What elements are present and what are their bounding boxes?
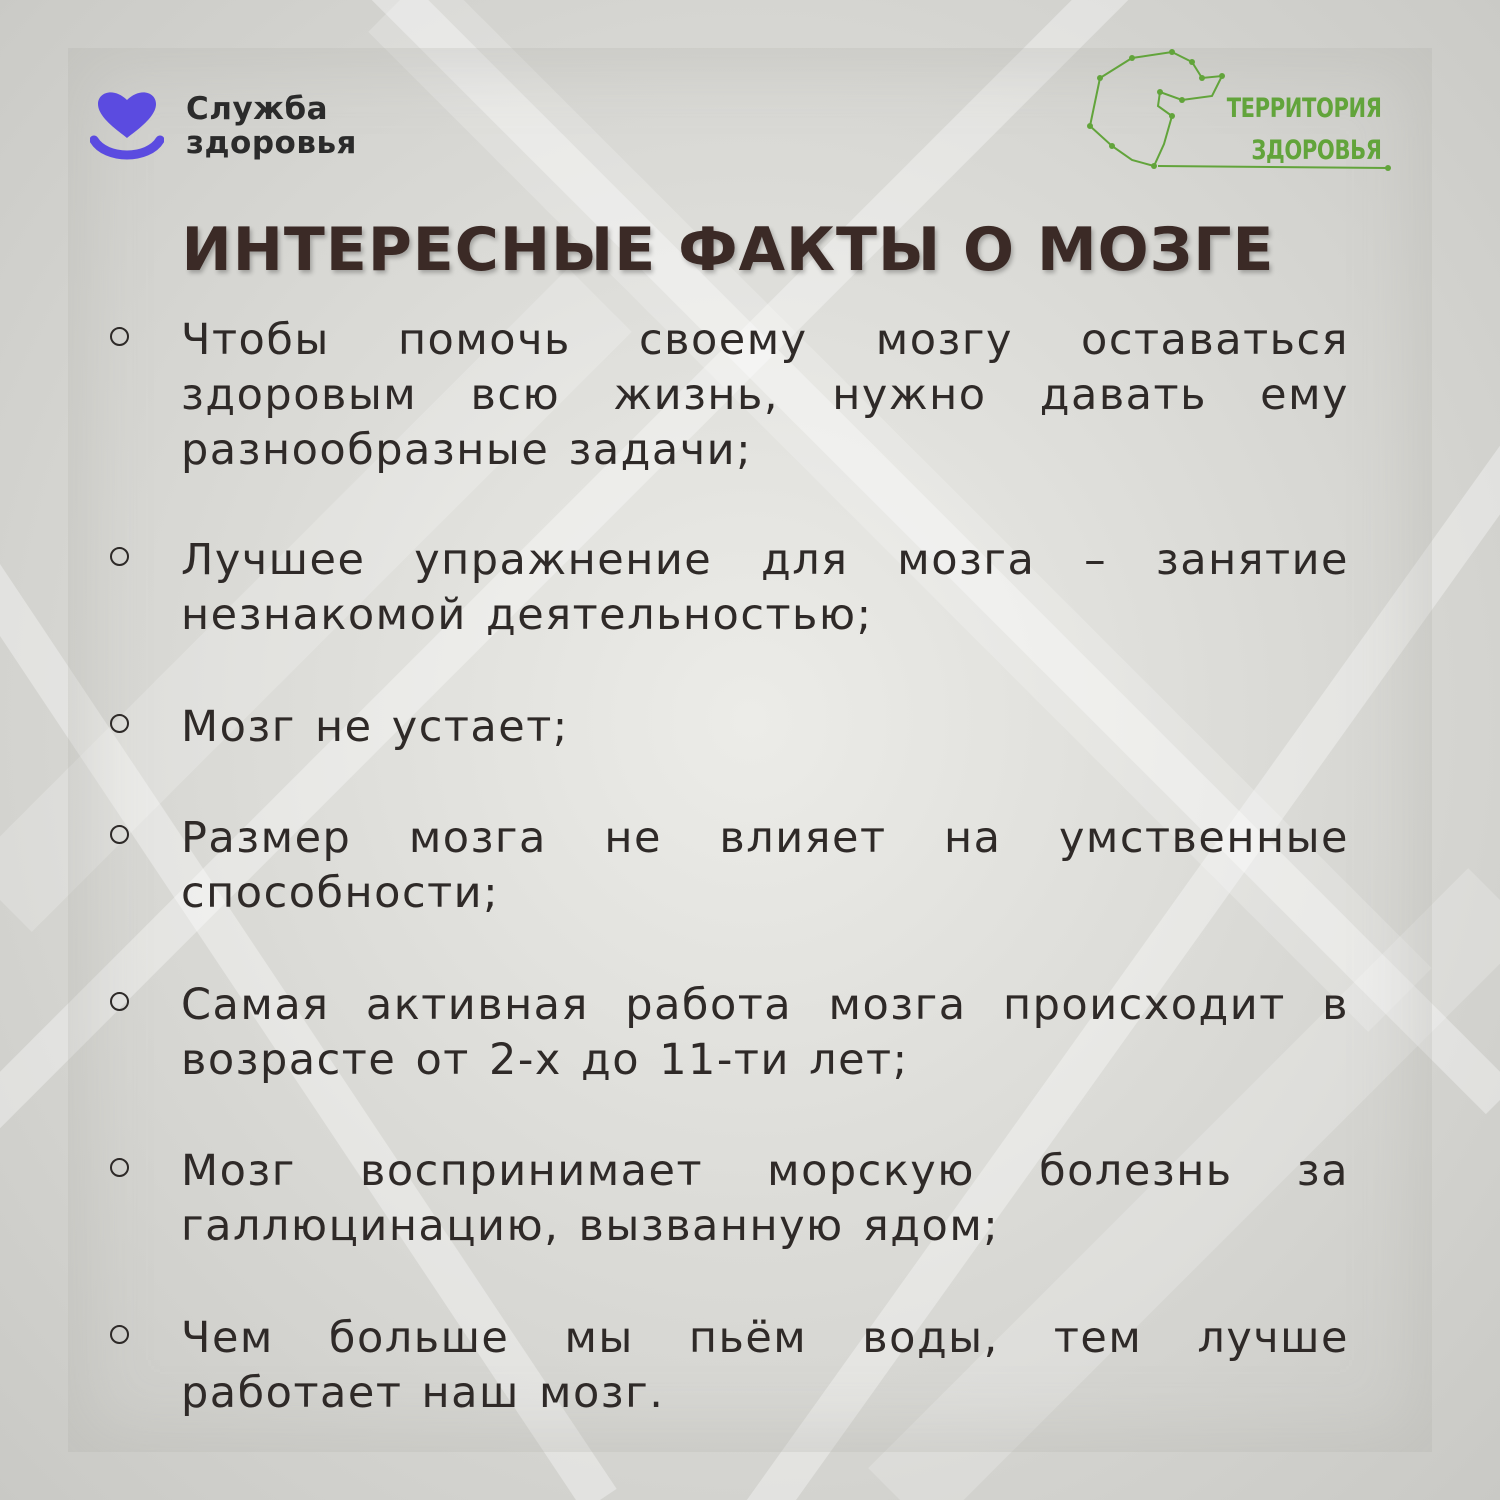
bullet-circle-icon: [110, 327, 129, 346]
bullet-circle-icon: [110, 992, 129, 1011]
fact-text: Размер мозга не влияет на умственные способности;: [181, 813, 1349, 918]
fact-text: Мозг не устает;: [181, 702, 569, 752]
bullet-circle-icon: [110, 547, 129, 566]
page-title: ИНТЕРЕСНЫЕ ФАКТЫ О МОЗГЕ: [181, 215, 1275, 285]
brand-right-line1: ТЕРРИТОРИЯ: [1227, 93, 1382, 124]
fact-text: Самая активная работа мозга происходит в возрасте от 2-х до 11-ти лет;: [181, 980, 1349, 1085]
bullet-circle-icon: [110, 714, 129, 733]
brand-logo-left: [90, 88, 410, 168]
brand-logo-right: [1082, 48, 1400, 178]
heart-smile-icon: [90, 88, 164, 164]
bullet-circle-icon: [110, 1325, 129, 1344]
brand-name-right: [1227, 88, 1382, 172]
brand-right-line2: ЗДОРОВЬЯ: [1251, 135, 1382, 166]
fact-text: Мозг воспринимает морскую болезнь за галлюцинацию, вызванную ядом;: [181, 1146, 1349, 1251]
brand-name-left: [186, 92, 357, 160]
bullet-circle-icon: [110, 1158, 129, 1177]
fact-text: Лучшее упражнение для мозга – занятие незнакомой деятельностью;: [181, 535, 1349, 640]
brand-left-line2: здоровья: [186, 125, 357, 161]
fact-text: Чем больше мы пьём воды, тем лучше работает наш мозг.: [181, 1313, 1349, 1418]
fact-text: Чтобы помочь своему мозгу оставаться здоровым всю жизнь, нужно давать ему разнообразные задачи;: [181, 315, 1349, 475]
brand-left-line1: Служба: [186, 91, 329, 127]
bullet-circle-icon: [110, 825, 129, 844]
